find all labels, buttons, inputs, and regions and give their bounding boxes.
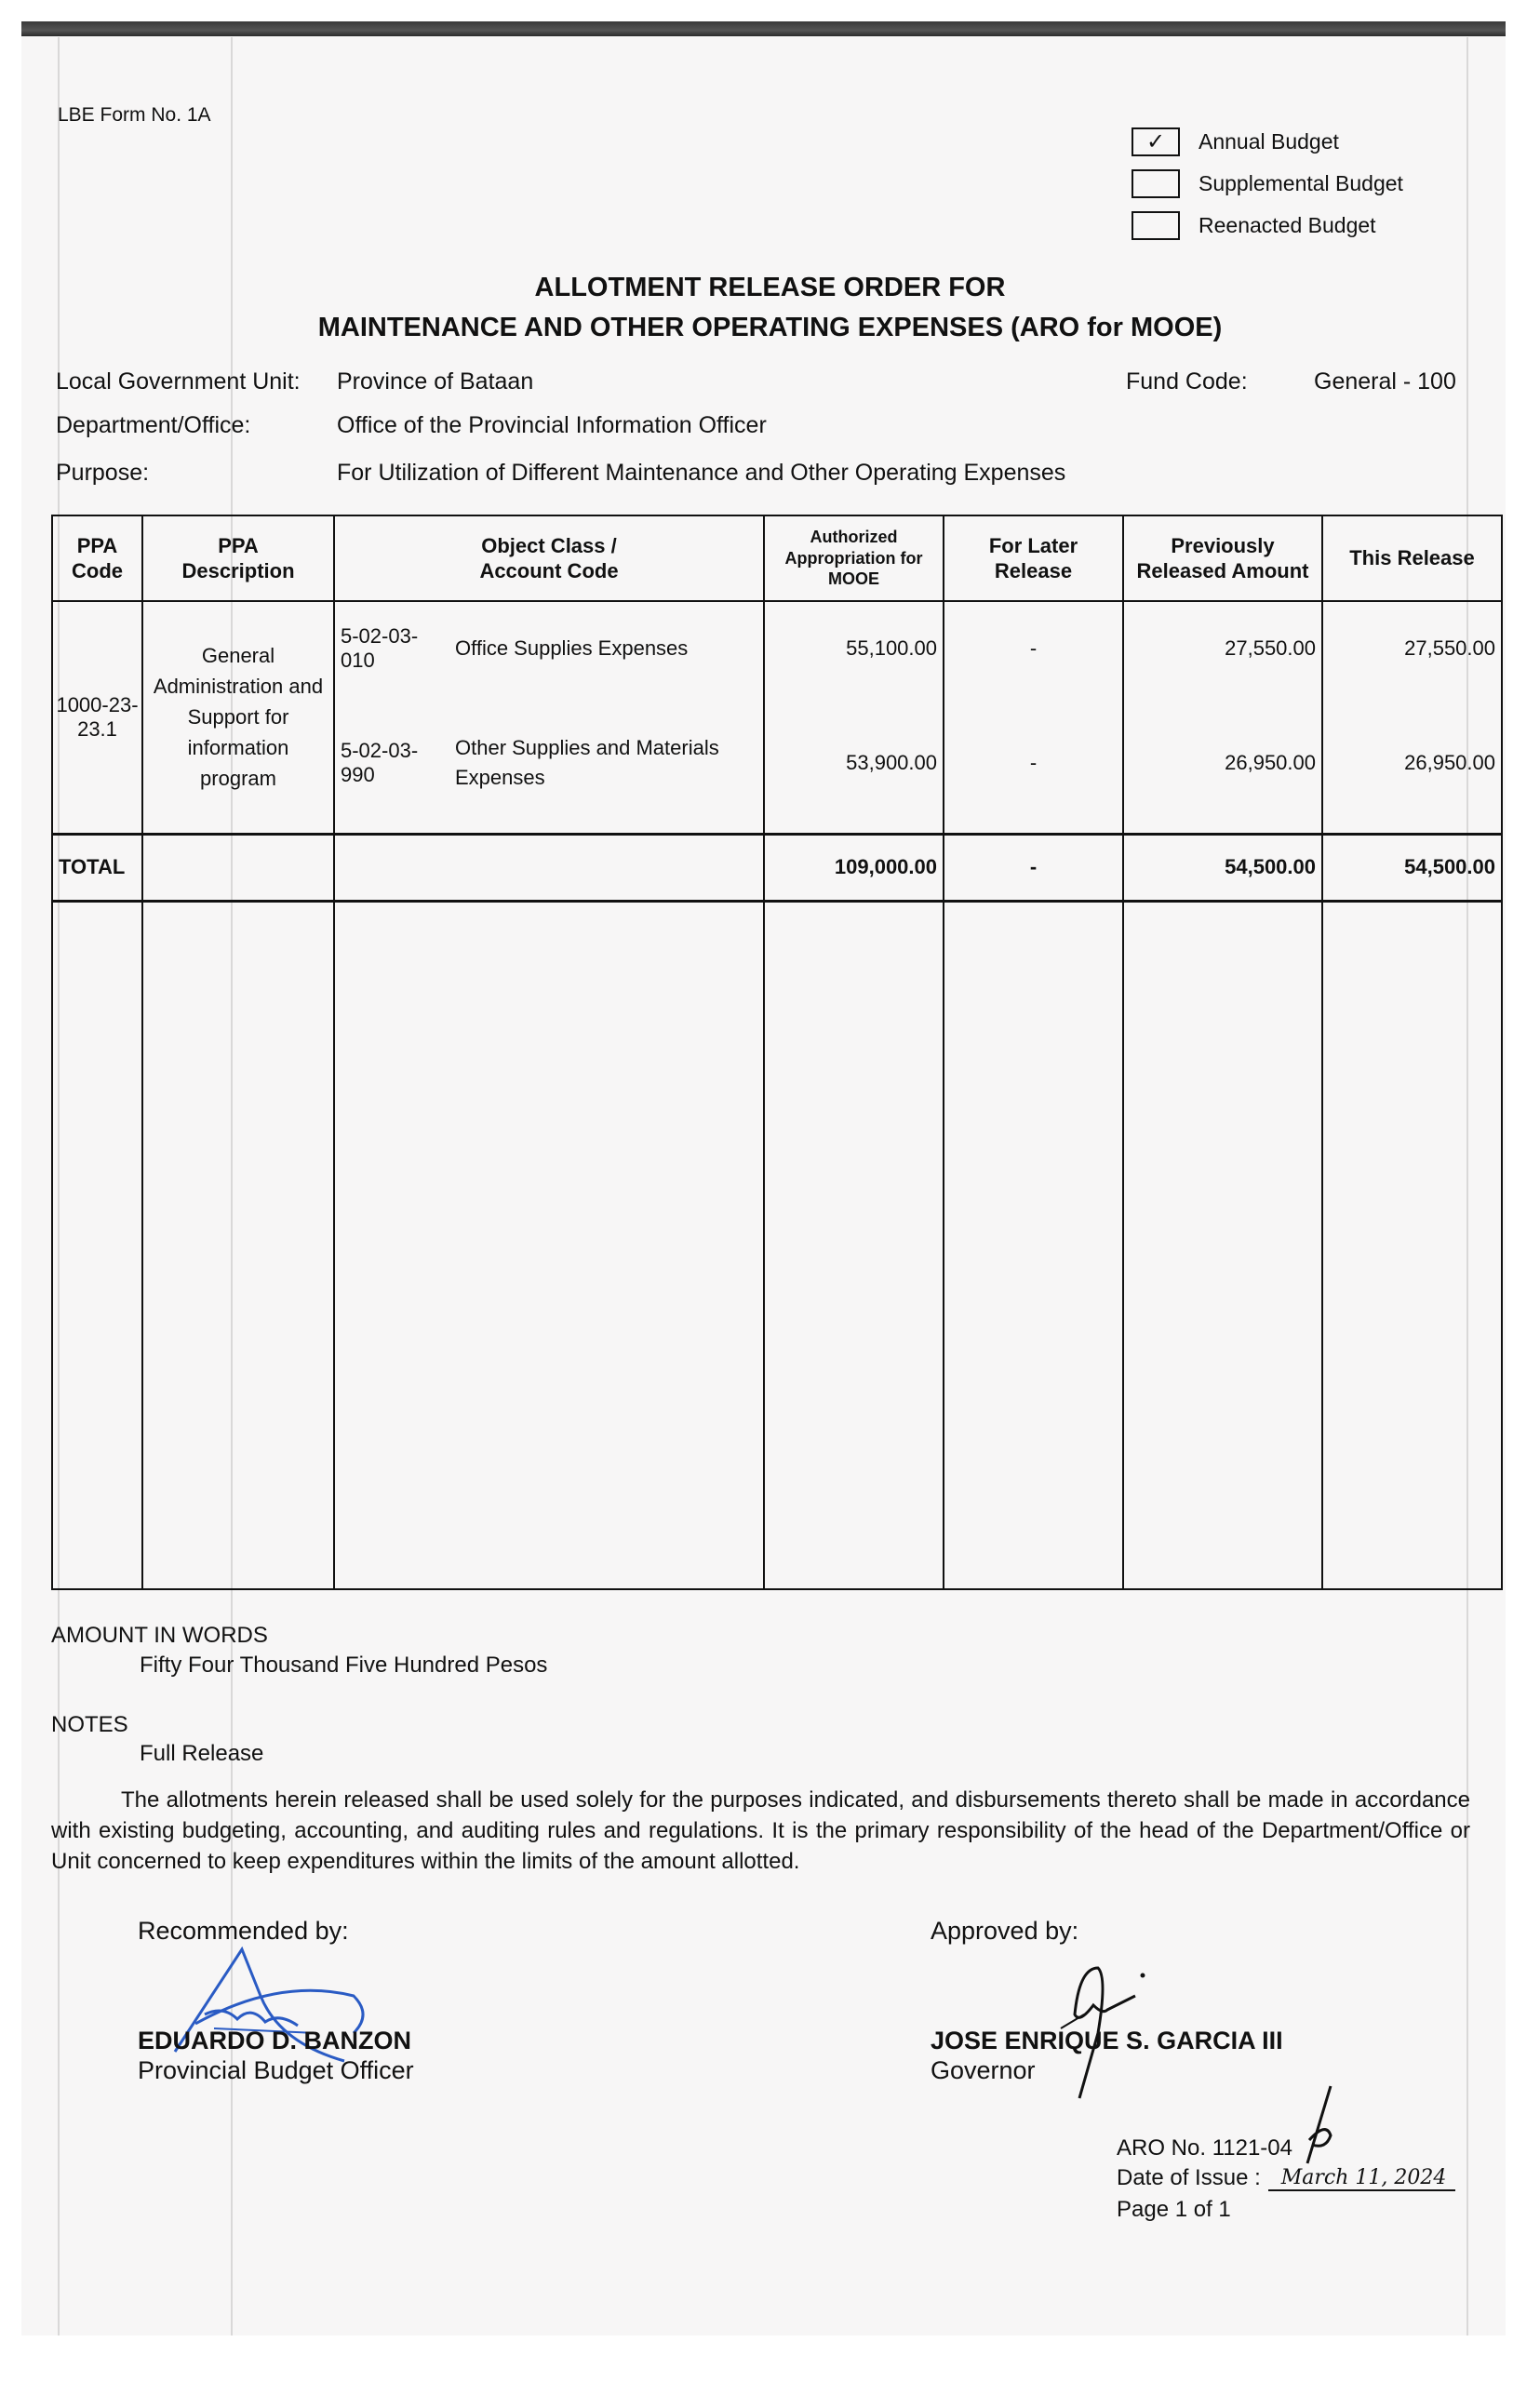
previously-released-cell: 26,950.00 <box>1123 694 1322 834</box>
checkbox-supplemental-budget[interactable] <box>1132 169 1403 198</box>
approved-by-name: JOSE ENRIQUE S. GARCIA III <box>931 2027 1283 2054</box>
ppa-code-cell: 1000-23-23.1 <box>52 601 142 834</box>
checkbox-label: Supplemental Budget <box>1199 171 1403 195</box>
aro-number: ARO No. 1121-04 <box>1117 2135 1292 2161</box>
empty-cell <box>142 834 334 901</box>
account-cell <box>334 694 764 834</box>
lgu-label: Local Government Unit: <box>56 368 301 395</box>
checkbox-label: Reenacted Budget <box>1199 213 1376 237</box>
page-number: Page 1 of 1 <box>1117 2197 1231 2222</box>
for-later-cell: - <box>944 694 1123 834</box>
empty-cell <box>334 834 764 901</box>
account-code: 5-02-03-990 <box>341 739 419 787</box>
checkbox-annual-budget[interactable] <box>1132 127 1339 156</box>
fund-code-label: Fund Code: <box>1126 368 1248 395</box>
recommended-by-title: Provincial Budget Officer <box>138 2056 414 2084</box>
header-authorized-appropriation: Authorized Appropriation for MOOE <box>764 515 944 601</box>
document-title-line2: MAINTENANCE AND OTHER OPERATING EXPENSES (ARO for MOOE) <box>317 313 1223 342</box>
table-header-row <box>52 515 1502 601</box>
terms-paragraph: The allotments herein released shall be used solely for the purposes indicated, and disbursements thereto shall be made in accordance with existing budgeting, accounting, and auditing rules and regulations. It is the primary responsibility of the head of the Department/Office or Unit concerned to keep expenditures within the limits of the amount allotted. <box>51 1787 1470 1874</box>
checkbox-box[interactable] <box>1132 169 1180 198</box>
authorized-cell: 53,900.00 <box>764 694 944 834</box>
lgu-value: Province of Bataan <box>337 368 534 395</box>
authorized-cell: 55,100.00 <box>764 601 944 694</box>
notes-label: NOTES <box>51 1712 128 1737</box>
blank-row <box>52 901 1502 1589</box>
allotment-table <box>51 515 1503 1590</box>
header-this-release: This Release <box>1322 515 1502 601</box>
purpose-label: Purpose: <box>56 460 150 486</box>
form-number: LBE Form No. 1A <box>58 104 211 126</box>
recommended-by-name: EDUARDO D. BANZON <box>138 2027 411 2054</box>
checkbox-label: Annual Budget <box>1199 129 1339 154</box>
account-cell <box>334 601 764 694</box>
date-of-issue-value: March 11, 2024 <box>1268 2166 1456 2191</box>
purpose-value: For Utilization of Different Maintenance and Other Operating Expenses <box>337 460 1066 486</box>
header-previously-released: Previously Released Amount <box>1123 515 1322 601</box>
previously-released-cell: 27,550.00 <box>1123 601 1322 694</box>
header-ppa-description: PPA Description <box>142 515 334 601</box>
for-later-cell: - <box>944 601 1123 694</box>
initial-mark <box>1298 2084 1354 2168</box>
checkbox-reenacted-budget[interactable] <box>1132 211 1376 240</box>
date-of-issue <box>1117 2165 1455 2191</box>
header-object-class: Object Class / Account Code <box>334 515 764 601</box>
table-row <box>52 601 1502 694</box>
fund-code-value: General - 100 <box>1314 368 1456 395</box>
total-row <box>52 834 1502 901</box>
header-ppa-code: PPA Code <box>52 515 142 601</box>
this-release-cell: 27,550.00 <box>1322 601 1502 694</box>
check-icon[interactable]: ✓ <box>1132 127 1180 156</box>
scan-edge-bar <box>21 21 1506 36</box>
header-for-later-release: For Later Release <box>944 515 1123 601</box>
total-this-release: 54,500.00 <box>1322 834 1502 901</box>
notes-value: Full Release <box>140 1741 264 1766</box>
approved-by-title: Governor <box>931 2056 1036 2084</box>
account-name: Office Supplies Expenses <box>455 636 689 660</box>
total-authorized: 109,000.00 <box>764 834 944 901</box>
approved-by-label: Approved by: <box>931 1917 1079 1945</box>
date-of-issue-label: Date of Issue : <box>1117 2165 1261 2190</box>
total-for-later: - <box>944 834 1123 901</box>
total-previously-released: 54,500.00 <box>1123 834 1322 901</box>
recommended-by-label: Recommended by: <box>138 1917 349 1945</box>
ppa-description-cell: General Administration and Support for information program <box>142 601 334 834</box>
amount-in-words-value: Fifty Four Thousand Five Hundred Pesos <box>140 1653 548 1678</box>
checkbox-box[interactable] <box>1132 211 1180 240</box>
account-name: Other Supplies and Materials Expenses <box>455 736 719 790</box>
department-value: Office of the Provincial Information Officer <box>337 412 767 438</box>
total-label: TOTAL <box>52 834 142 901</box>
this-release-cell: 26,950.00 <box>1322 694 1502 834</box>
amount-in-words-label: AMOUNT IN WORDS <box>51 1623 268 1648</box>
department-label: Department/Office: <box>56 412 251 438</box>
document-title-line1: ALLOTMENT RELEASE ORDER FOR <box>534 273 1006 302</box>
account-code: 5-02-03-010 <box>341 623 419 672</box>
